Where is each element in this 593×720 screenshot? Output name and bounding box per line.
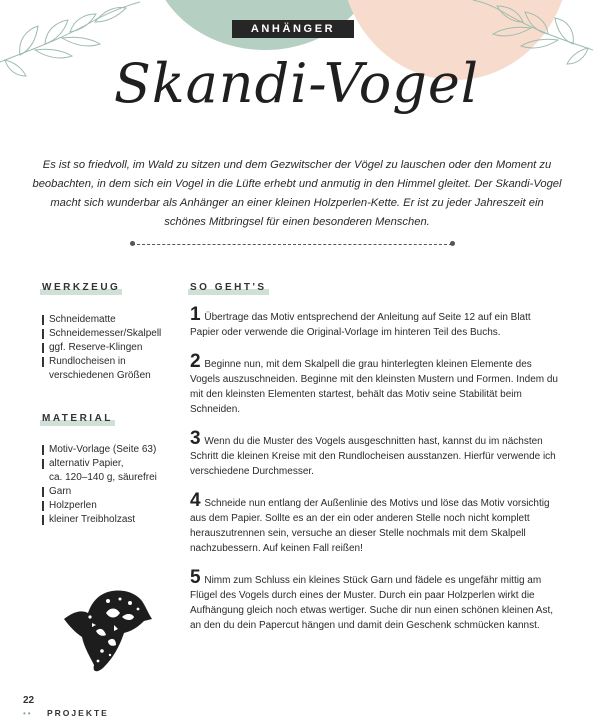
list-item-continuation: verschiedenen Größen: [49, 370, 151, 381]
step-number: 2: [190, 351, 201, 372]
instruction-step: [190, 428, 562, 479]
werkzeug-heading: WERKZEUG: [42, 282, 121, 293]
list-item: Schneidematte: [42, 313, 182, 327]
instruction-step: [190, 567, 562, 633]
werkzeug-list: [42, 313, 182, 383]
step-text: Nimm zum Schluss ein kleines Stück Garn und fädele es ungefähr mittig am Flügel des Vogels durch eines der Muster. Durch ein paar Holzperlen wirkt die Aufhängung gleich noch etwas wertiger. Suche dir nun einen schönen kleinen Ast, an den du dein Papercut hängen und damit dein Geschenk schmücken kannst.: [190, 575, 554, 631]
dashed-divider: [132, 244, 452, 245]
intro-paragraph: Es ist so friedvoll, im Wald zu sitzen und dem Gezwitscher der Vögel zu lauschen oder den Moment zu beobachten, in dem sich ein Vogel in die Lüfte erhebt und anmutig in den Himmel gleitet. Der Skandi-Vogel macht sich wunderbar als Anhänger an einer kleinen Holzperlen-Kette. Er ist zu jeder Jahreszeit ein schönes Mitbringsel für einen besonderen Menschen.: [32, 159, 562, 228]
page-title: Skandi-Vogel: [113, 52, 480, 115]
list-item: Rundlocheisen in: [42, 355, 182, 369]
divider-dot-right: [450, 241, 455, 246]
step-text: Wenn du die Muster des Vogels ausgeschnitten hast, kannst du im nächsten Schritt die kleinen Kreise mit den Rundlocheisen ausstanzen. Hierfür verwende ich verschiedene Durchmesser.: [190, 436, 556, 477]
instruction-steps: [190, 304, 562, 647]
divider-dot-left: [130, 241, 135, 246]
step-number: 4: [190, 490, 201, 511]
step-text: Beginne nun, mit dem Skalpell die grau hinterlegten kleinen Elemente des Vogels auszuschneiden. Beginne mit den kleinsten Mustern und Formen. Indem du mit den kleinsten Elementen startest, behält das Motiv seine Stabilität beim Schneiden.: [190, 359, 558, 415]
material-list: [42, 443, 182, 527]
instruction-step: [190, 304, 562, 340]
step-number: 5: [190, 567, 201, 588]
list-item: kleiner Treibholzast: [42, 513, 182, 527]
step-text: Übertrage das Motiv entsprechend der Anleitung auf Seite 12 auf ein Blatt Papier oder verwende die Original-Vorlage im hinteren Teil des Buchs.: [190, 312, 531, 338]
list-item-continuation: ca. 120–140 g, säurefrei: [49, 472, 157, 483]
instruction-step: [190, 490, 562, 556]
list-item: Holzperlen: [42, 499, 182, 513]
list-item: Motiv-Vorlage (Seite 63): [42, 443, 182, 457]
category-tag: ANHÄNGER: [232, 20, 354, 38]
bird-papercut-illustration: [62, 583, 154, 675]
page-number: 22: [23, 695, 35, 706]
section-label: PROJEKTE: [47, 708, 109, 718]
footer-dots: ••: [23, 709, 33, 718]
list-item: Schneidemesser/Skalpell: [42, 327, 182, 341]
list-item: alternativ Papier,: [42, 457, 182, 471]
step-text: Schneide nun entlang der Außenlinie des Motivs und löse das Motiv vorsichtig aus dem Papier. Sollte es an der ein oder anderen Stelle noch nicht komplett herauszutrennen sein, versuche an dieser Stelle nochmals mit dem Skalpell nachzubessern. Auf keinen Fall reißen!: [190, 498, 550, 554]
step-number: 1: [190, 304, 201, 325]
step-number: 3: [190, 428, 201, 449]
list-item: ggf. Reserve-Klingen: [42, 341, 182, 355]
instructions-heading: SO GEHT'S: [190, 282, 267, 293]
list-item: Garn: [42, 485, 182, 499]
material-heading: MATERIAL: [42, 413, 113, 424]
instruction-step: [190, 351, 562, 417]
